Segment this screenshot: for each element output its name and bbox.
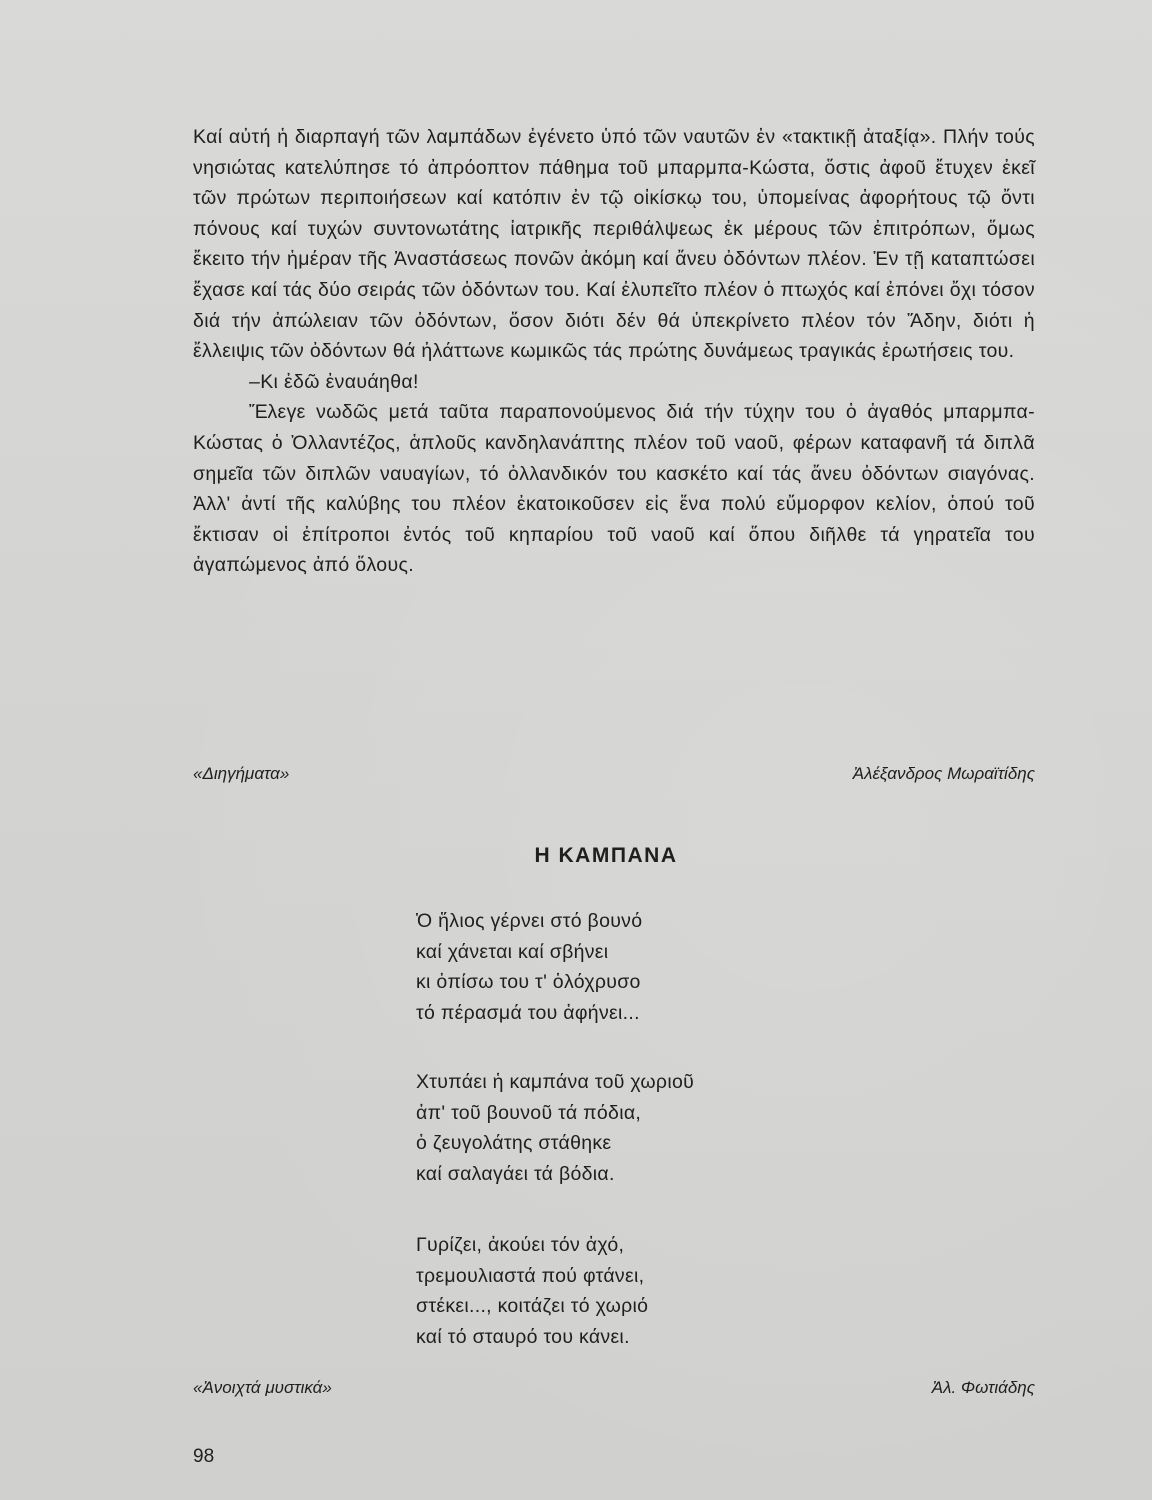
prose-author: Ἀλέξανδρος Μωραϊτίδης — [852, 764, 1035, 783]
poem-line: Γυρίζει, ἀκούει τόν ἀχό, — [416, 1234, 625, 1256]
poem-title: Η ΚΑΜΠΑΝΑ — [534, 844, 678, 867]
paragraph-1: Καί αὐτή ἡ διαρπαγή τῶν λαμπάδων ἐγένετο ὑπό τῶν ναυτῶν ἐν «τακτικῇ ἀταξίᾳ». Πλήν τούς νησιώτας κατελύπησε τό ἀπρόοπτον πάθημα τοῦ μπαρμπα-Κώστα, ὅστις ἀφοῦ ἔτυχεν ἐκεῖ τῶν πρώτων περιποιήσεων καί κατόπιν ἐν τῷ οἰκίσκῳ του, ὑπομείνας ἀφορήτους τῷ ὄντι πόνους καί τυχών συντονωτάτης ἰατρικῆς περιθάλψεως ἐκ μέρους τῶν ἐπιτρόπων, ὅμως ἔκειτο τήν ἡμέραν τῆς Ἀναστάσεως πονῶν ἀκόμη καί ἄνευ ὀδόντων πλέον. Ἐν τῇ καταπτώσει ἔχασε καί τάς δύο σειράς τῶν ὀδόντων του. Καί ἐλυπεῖτο πλέον ὁ πτωχός καί ἐπόνει ὄχι τόσον διά τήν ἀπώλειαν τῶν ὀδόντων, ὅσον διότι δέν θά ὑπεκρίνετο πλέον τόν Ἅδην, διότι ἡ ἔλλειψις τῶν ὀδόντων θά ἠλάττωνε κωμικῶς τάς πρώτης δυνάμεως τραγικάς ἐρωτήσεις του. — [193, 126, 1035, 363]
poem-line: καί σαλαγάει τά βόδια. — [416, 1162, 615, 1185]
poem-line: κι ὀπίσω του τ' ὁλόχρυσο — [416, 971, 641, 993]
prose-attribution — [193, 764, 1035, 784]
poem-stanza-2 — [416, 1067, 694, 1189]
poem-line: καί τό σταυρό του κάνει. — [416, 1325, 630, 1348]
poem-source: «Ἀνοιχτά μυστικά» — [193, 1378, 332, 1397]
poem-line: Ὁ ἥλιος γέρνει στό βουνό — [416, 910, 643, 932]
poem-author: Ἀλ. Φωτιάδης — [931, 1378, 1035, 1397]
poem-line: στέκει..., κοιτάζει τό χωριό — [416, 1295, 649, 1317]
poem-line: ἀπ' τοῦ βουνοῦ τά πόδια, — [416, 1101, 642, 1124]
poem-line: ὁ ζευγολάτης στάθηκε — [416, 1132, 612, 1154]
poem-line: τό πέρασμά του ἀφήνει... — [416, 1001, 640, 1024]
poem-line: καί χάνεται καί σβήνει — [416, 940, 609, 963]
paragraph-3: Ἔλεγε νωδῶς μετά ταῦτα παραπονούμενος διά τήν τύχην του ὁ ἀγαθός μπαρμπα-Κώστας ὁ Ὀλλαντέζος, ἁπλοῦς κανδηλανάπτης πλέον τοῦ ναοῦ, φέρων καταφανῆ τά διπλᾶ σημεῖα τῶν διπλῶν ναυαγίων, τό ὀλλανδικόν του κασκέτο καί τάς ἄνευ ὀδόντων σιαγόνας. Ἀλλ' ἀντί τῆς καλύβης του πλέον ἐκατοικοῦσεν εἰς ἕνα πολύ εὔμορφον κελίον, ὁπού τοῦ ἔκτισαν οἱ ἐπίτροποι ἐντός τοῦ κηπαρίου τοῦ ναοῦ καί ὅπου διῆλθε τά γηρατεῖα του ἀγαπώμενος ἀπό ὅλους. — [193, 401, 1035, 577]
poem-stanza-1 — [416, 906, 642, 1028]
prose-excerpt — [193, 122, 1035, 581]
poem-attribution — [193, 1378, 1035, 1398]
poem-line: Χτυπάει ἡ καμπάνα τοῦ χωριοῦ — [416, 1071, 695, 1093]
page-number: 98 — [193, 1446, 215, 1467]
poem-line: τρεμουλιαστά πού φτάνει, — [416, 1264, 645, 1287]
prose-source: «Διηγήματα» — [193, 764, 290, 783]
poem-stanza-3 — [416, 1230, 648, 1352]
paragraph-2: –Κι ἐδῶ ἐναυάηθα! — [249, 370, 419, 393]
